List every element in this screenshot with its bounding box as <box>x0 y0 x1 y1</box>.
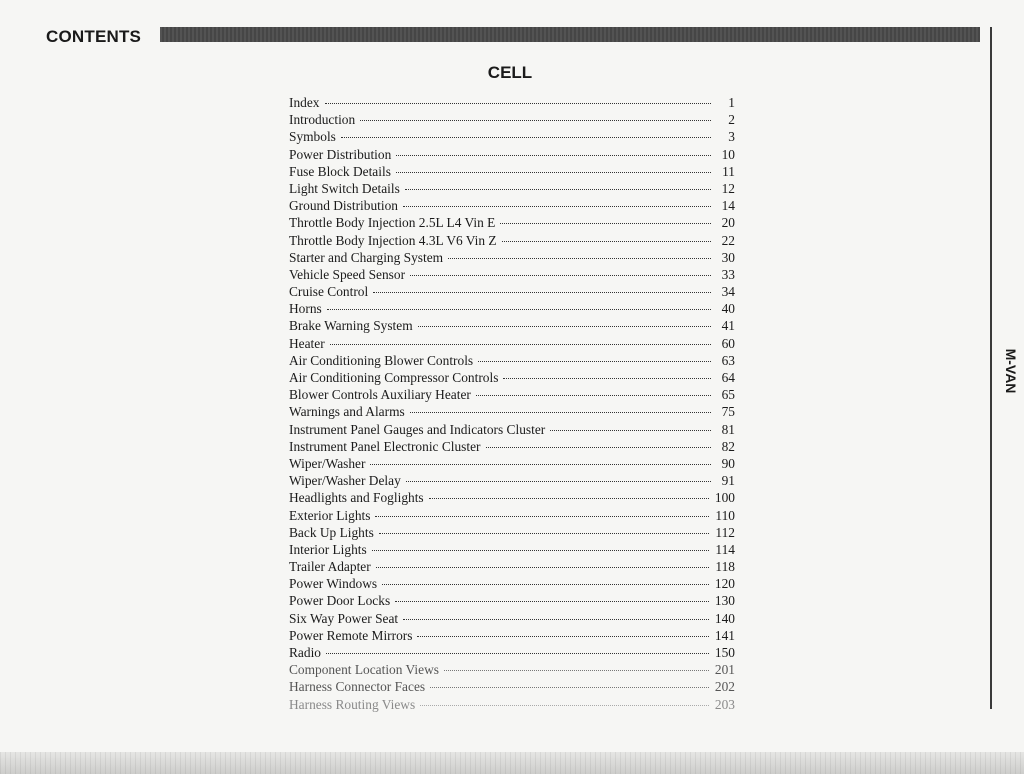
toc-leader-dots <box>372 550 710 551</box>
toc-entry-title: Warnings and Alarms <box>289 404 405 420</box>
toc-entry-title: Blower Controls Auxiliary Heater <box>289 387 471 403</box>
toc-entry-page: 30 <box>721 249 735 265</box>
toc-entry-page: 202 <box>714 679 735 695</box>
toc-leader-dots <box>326 653 709 654</box>
toc-entry[interactable] <box>289 249 735 266</box>
toc-entry-title: Air Conditioning Blower Controls <box>289 352 474 368</box>
toc-entry-page: 75 <box>721 404 735 420</box>
toc-entry-page: 82 <box>721 438 735 454</box>
toc-leader-dots <box>327 309 711 310</box>
toc-entry-title: Starter and Charging System <box>289 249 444 265</box>
toc-entry-page: 11 <box>722 163 735 179</box>
toc-entry-page: 10 <box>721 146 735 162</box>
toc-entry[interactable] <box>289 111 735 128</box>
toc-entry-page: 114 <box>715 541 735 557</box>
toc-leader-dots <box>395 601 709 602</box>
toc-entry-title: Instrument Panel Gauges and Indicators Cluster <box>289 421 546 437</box>
toc-entry[interactable] <box>289 163 735 180</box>
toc-leader-dots <box>406 481 711 482</box>
toc-entry[interactable] <box>289 335 735 352</box>
header-rule-bar <box>160 27 980 42</box>
toc-entry-page: 2 <box>728 112 735 128</box>
toc-entry-page: 33 <box>721 266 735 282</box>
toc-entry[interactable] <box>289 558 735 575</box>
toc-leader-dots <box>417 636 708 637</box>
toc-entry[interactable] <box>289 610 735 627</box>
toc-entry[interactable] <box>289 232 735 249</box>
toc-entry-page: 91 <box>721 473 735 489</box>
toc-entry-page: 64 <box>721 370 735 385</box>
toc-leader-dots <box>418 326 711 327</box>
toc-entry[interactable] <box>289 524 735 541</box>
toc-entry-title: Headlights and Foglights <box>289 490 424 506</box>
toc-entry-title: Six Way Power Seat <box>289 610 399 626</box>
toc-leader-dots <box>403 206 711 207</box>
toc-entry-page: 12 <box>721 180 735 196</box>
toc-entry-title: Power Distribution <box>289 146 392 162</box>
toc-entry-page: 60 <box>721 335 735 351</box>
toc-entry[interactable] <box>289 438 735 455</box>
toc-entry-title: Throttle Body Injection 4.3L V6 Vin Z <box>289 232 497 248</box>
toc-entry-page: 118 <box>715 559 735 575</box>
toc-leader-dots <box>500 223 711 224</box>
toc-entry-title: Harness Connector Faces <box>289 679 426 695</box>
section-title: CELL <box>487 63 533 82</box>
toc-entry-title: Wiper/Washer <box>289 455 366 471</box>
toc-leader-dots <box>396 155 711 156</box>
toc-entry-page: 3 <box>728 129 735 145</box>
toc-entry-page: 150 <box>714 645 735 660</box>
toc-leader-dots <box>379 533 710 534</box>
toc-entry-title: Radio <box>289 645 321 660</box>
toc-entry-title: Interior Lights <box>289 541 367 557</box>
toc-entry-title: Light Switch Details <box>289 180 400 196</box>
toc-leader-dots <box>405 189 711 190</box>
table-of-contents <box>289 94 735 713</box>
toc-entry-page: 203 <box>714 696 735 712</box>
toc-entry[interactable] <box>289 472 735 489</box>
toc-entry[interactable] <box>289 489 735 506</box>
toc-entry[interactable] <box>289 403 735 420</box>
toc-entry[interactable] <box>289 541 735 558</box>
toc-entry-page: 201 <box>714 662 735 678</box>
toc-leader-dots <box>448 258 711 259</box>
toc-leader-dots <box>444 670 709 671</box>
toc-leader-dots <box>410 275 711 276</box>
toc-entry-title: Harness Routing Views <box>289 696 416 712</box>
toc-entry[interactable] <box>289 128 735 145</box>
right-margin-rule <box>990 27 992 709</box>
toc-entry[interactable] <box>289 507 735 524</box>
toc-entry-page: 34 <box>721 284 735 300</box>
toc-entry[interactable] <box>289 369 735 386</box>
toc-entry-page: 81 <box>721 421 735 437</box>
toc-entry[interactable] <box>289 386 735 403</box>
toc-entry-title: Back Up Lights <box>289 524 374 540</box>
toc-leader-dots <box>325 103 712 104</box>
toc-entry-page: 63 <box>721 352 735 368</box>
toc-leader-dots <box>478 361 711 362</box>
toc-entry[interactable] <box>289 94 735 111</box>
toc-leader-dots <box>420 705 709 706</box>
toc-entry-page: 90 <box>721 455 735 471</box>
toc-entry-title: Wiper/Washer Delay <box>289 473 401 489</box>
toc-leader-dots <box>502 241 711 242</box>
toc-entry[interactable] <box>289 300 735 317</box>
toc-entry[interactable] <box>289 352 735 369</box>
toc-leader-dots <box>503 378 711 379</box>
toc-leader-dots <box>429 498 709 499</box>
toc-leader-dots <box>410 412 711 413</box>
toc-entry-page: 100 <box>714 490 735 506</box>
toc-entry-title: Instrument Panel Electronic Cluster <box>289 438 481 454</box>
toc-leader-dots <box>376 567 710 568</box>
toc-entry[interactable] <box>289 283 735 300</box>
toc-entry-title: Index <box>289 95 320 110</box>
toc-entry[interactable] <box>289 644 735 661</box>
toc-entry-page: 40 <box>721 301 735 317</box>
toc-leader-dots <box>330 344 711 345</box>
toc-entry[interactable] <box>289 214 735 231</box>
side-tab-label: M-VAN <box>1003 348 1019 394</box>
toc-entry-page: 1 <box>728 95 735 110</box>
toc-entry[interactable] <box>289 455 735 472</box>
toc-entry[interactable] <box>289 575 735 592</box>
toc-entry-page: 130 <box>714 593 735 609</box>
toc-entry-page: 22 <box>721 232 735 248</box>
toc-entry-title: Vehicle Speed Sensor <box>289 266 406 282</box>
toc-entry[interactable] <box>289 696 735 713</box>
toc-entry-title: Component Location Views <box>289 662 439 678</box>
toc-leader-dots <box>396 172 711 173</box>
toc-leader-dots <box>403 619 709 620</box>
toc-leader-dots <box>476 395 711 396</box>
toc-entry[interactable] <box>289 266 735 283</box>
toc-entry-title: Ground Distribution <box>289 198 398 214</box>
toc-leader-dots <box>370 464 711 465</box>
toc-entry-title: Fuse Block Details <box>289 163 391 179</box>
toc-entry[interactable] <box>289 317 735 334</box>
toc-leader-dots <box>341 137 711 138</box>
toc-leader-dots <box>430 687 709 688</box>
toc-entry-page: 141 <box>714 627 735 643</box>
toc-entry-page: 120 <box>714 576 735 592</box>
toc-entry[interactable] <box>289 180 735 197</box>
side-tab-m-van <box>999 340 1023 402</box>
toc-leader-dots <box>375 516 709 517</box>
toc-entry-title: Horns <box>289 301 322 317</box>
toc-entry-title: Power Windows <box>289 576 378 592</box>
toc-entry-page: 65 <box>721 387 735 403</box>
toc-entry[interactable] <box>289 421 735 438</box>
toc-entry-title: Power Remote Mirrors <box>289 627 413 643</box>
toc-entry-title: Heater <box>289 335 325 351</box>
toc-leader-dots <box>550 430 711 431</box>
toc-entry[interactable] <box>289 592 735 609</box>
toc-leader-dots <box>373 292 711 293</box>
toc-leader-dots <box>486 447 711 448</box>
toc-entry[interactable] <box>289 146 735 163</box>
toc-entry-title: Brake Warning System <box>289 318 413 334</box>
toc-leader-dots <box>360 120 711 121</box>
toc-entry-page: 41 <box>721 318 735 334</box>
contents-heading: CONTENTS <box>46 27 142 46</box>
toc-entry-page: 14 <box>721 198 735 214</box>
toc-entry-title: Exterior Lights <box>289 507 371 523</box>
toc-entry-page: 20 <box>721 215 735 231</box>
toc-entry[interactable] <box>289 197 735 214</box>
toc-entry-page: 140 <box>714 610 735 626</box>
toc-entry[interactable] <box>289 627 735 644</box>
toc-entry-title: Throttle Body Injection 2.5L L4 Vin E <box>289 215 496 231</box>
toc-entry-page: 110 <box>715 507 735 523</box>
toc-entry-page: 112 <box>715 524 735 540</box>
toc-entry-title: Symbols <box>289 129 336 145</box>
toc-leader-dots <box>382 584 709 585</box>
toc-entry-title: Introduction <box>289 112 356 128</box>
toc-entry[interactable] <box>289 678 735 695</box>
page-bottom-edge <box>0 752 1024 774</box>
toc-entry-title: Power Door Locks <box>289 593 391 609</box>
toc-entry-title: Air Conditioning Compressor Controls <box>289 370 499 385</box>
toc-entry-title: Trailer Adapter <box>289 559 371 575</box>
toc-entry-title: Cruise Control <box>289 284 369 300</box>
toc-entry[interactable] <box>289 661 735 678</box>
